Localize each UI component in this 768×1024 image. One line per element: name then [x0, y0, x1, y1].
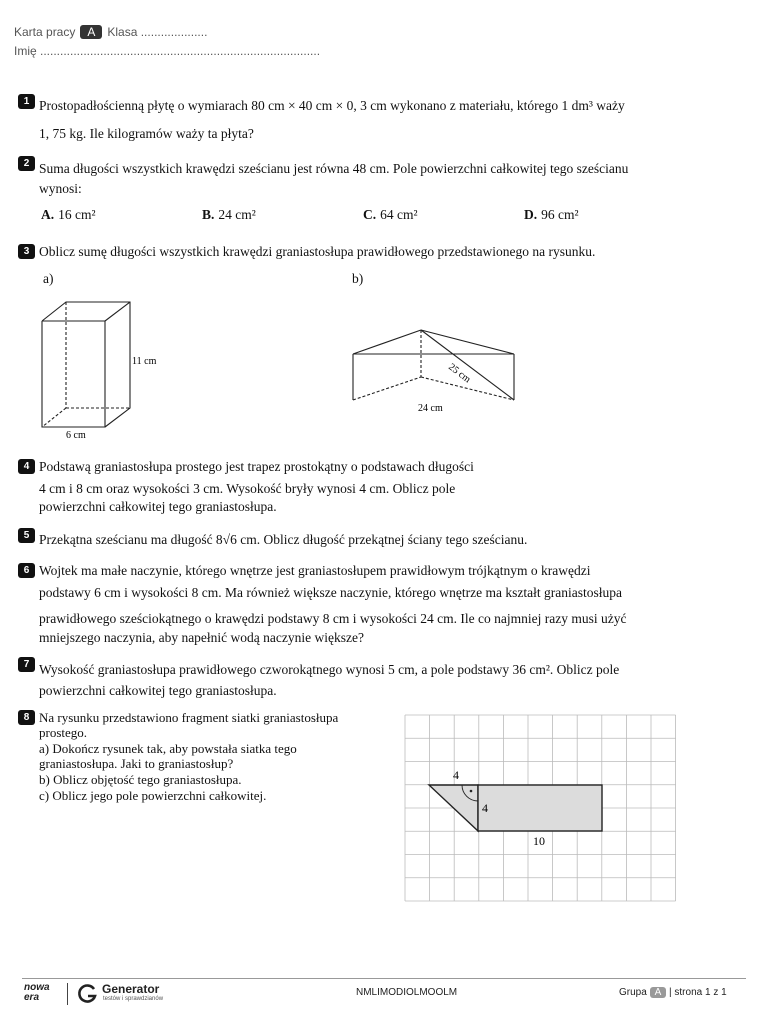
task-1-line-2: 1, 75 kg. Ile kilogramów waży ta płyta?: [39, 126, 254, 141]
task-4-line-1: Podstawą graniastosłupa prostego jest trapez prostokątny o podstawach długości: [39, 459, 474, 474]
group-badge: A: [80, 25, 102, 39]
task-2-option-d: D. 96 cm²: [524, 207, 579, 222]
task-number-6: 6: [18, 563, 35, 578]
grid-label-side: 4: [482, 801, 488, 815]
nowa-era-logo: nowa era: [24, 982, 50, 1003]
footer-group-label: Grupa: [619, 987, 647, 998]
grid-label-bottom: 10: [533, 834, 545, 848]
footer-page-label: | strona 1 z 1: [669, 987, 727, 998]
net-rectangle-face: [478, 785, 602, 831]
task-4-line-3: powierzchni całkowitej tego graniastosłupa.: [39, 499, 277, 514]
task-number-1: 1: [18, 94, 35, 109]
figure-3a-prism: [36, 296, 176, 446]
task-8-line-5: b) Oblicz objętość tego graniastosłupa.: [39, 772, 242, 787]
figure-3b-base-label: 24 cm: [418, 403, 443, 414]
figure-3a-height-label: 11 cm: [132, 356, 157, 367]
figure-8-grid: [404, 714, 679, 902]
name-field: Imię ....................................................................................: [14, 44, 321, 58]
task-7-line-1: Wysokość graniastosłupa prawidłowego czworokątnego wynosi 5 cm, a pole podstawy 36 cm². Oblicz pole: [39, 662, 620, 677]
task-4-line-2: 4 cm i 8 cm oraz wysokości 3 cm. Wysokość bryły wynosi 4 cm. Oblicz pole: [39, 481, 456, 496]
task-2-option-a: A. 16 cm²: [41, 207, 96, 222]
figure-3a-base-label: 6 cm: [66, 430, 86, 441]
task-3-line-1: Oblicz sumę długości wszystkich krawędzi graniastosłupa prawidłowego przedstawionego na rysunku.: [39, 244, 596, 259]
task-8-line-6: c) Oblicz jego pole powierzchni całkowitej.: [39, 788, 267, 803]
task-8-line-3: a) Dokończ rysunek tak, aby powstała siatka tego: [39, 741, 297, 756]
task-1-line-1: Prostopadłościenną płytę o wymiarach 80 cm × 40 cm × 0, 3 cm wykonano z materiału, którego 1 dm³ waży: [39, 98, 625, 113]
worksheet-label: Karta pracy: [14, 25, 76, 39]
task-number-4: 4: [18, 459, 35, 474]
task-3-sub-b: b): [352, 271, 364, 286]
task-8-line-4: graniastosłupa. Jaki to graniastosłup?: [39, 756, 234, 771]
worksheet-header: [14, 25, 207, 39]
task-3-sub-a: a): [43, 271, 54, 286]
task-8-line-1: Na rysunku przedstawiono fragment siatki graniastosłupa: [39, 710, 339, 725]
task-6-line-4: mniejszego naczynia, aby napełnić wodą naczynie większe?: [39, 630, 364, 645]
generator-subtitle: testów i sprawdzianów: [103, 996, 164, 1002]
footer-group-badge: A: [650, 987, 667, 998]
figure-3b-diagonal-label: 25 cm: [446, 361, 473, 386]
footer-group-info: [619, 987, 727, 998]
footer-divider: [22, 978, 746, 979]
generator-title: Generator: [102, 982, 160, 996]
task-6-line-3: prawidłowego sześciokątnego o krawędzi podstawy 8 cm i wysokości 24 cm. Ile co najmniej razy musi użyć: [39, 611, 627, 626]
task-number-5: 5: [18, 528, 35, 543]
task-2-option-b: B. 24 cm²: [202, 207, 256, 222]
task-2-line-1: Suma długości wszystkich krawędzi sześcianu jest równa 48 cm. Pole powierzchni całkowitej tego sześcianu: [39, 161, 629, 176]
task-7-line-2: powierzchni całkowitej tego graniastosłupa.: [39, 683, 277, 698]
task-number-8: 8: [18, 710, 35, 725]
task-6-line-1: Wojtek ma małe naczynie, którego wnętrze jest graniastosłupem prawidłowym trójkątnym o krawędzi: [39, 563, 591, 578]
figure-3b-prism: [348, 324, 523, 419]
class-field: Klasa ....................: [107, 25, 208, 39]
logo-divider: [67, 983, 68, 1005]
task-2-option-c: C. 64 cm²: [363, 207, 418, 222]
task-2-line-2: wynosi:: [39, 181, 82, 196]
grid-label-top: 4: [453, 768, 459, 782]
task-number-7: 7: [18, 657, 35, 672]
task-5-line-1: Przekątna sześcianu ma długość 8√6 cm. Oblicz długość przekątnej ściany tego sześcianu.: [39, 532, 528, 547]
task-8-line-2: prostego.: [39, 725, 88, 740]
generator-logo-icon: [77, 983, 99, 1005]
task-6-line-2: podstawy 6 cm i wysokości 8 cm. Ma również większe naczynie, którego wnętrze ma kształt graniastosłupa: [39, 585, 622, 600]
worksheet-code: NMLIMODIOLMOOLM: [356, 987, 458, 998]
task-number-2: 2: [18, 156, 35, 171]
task-number-3: 3: [18, 244, 35, 259]
